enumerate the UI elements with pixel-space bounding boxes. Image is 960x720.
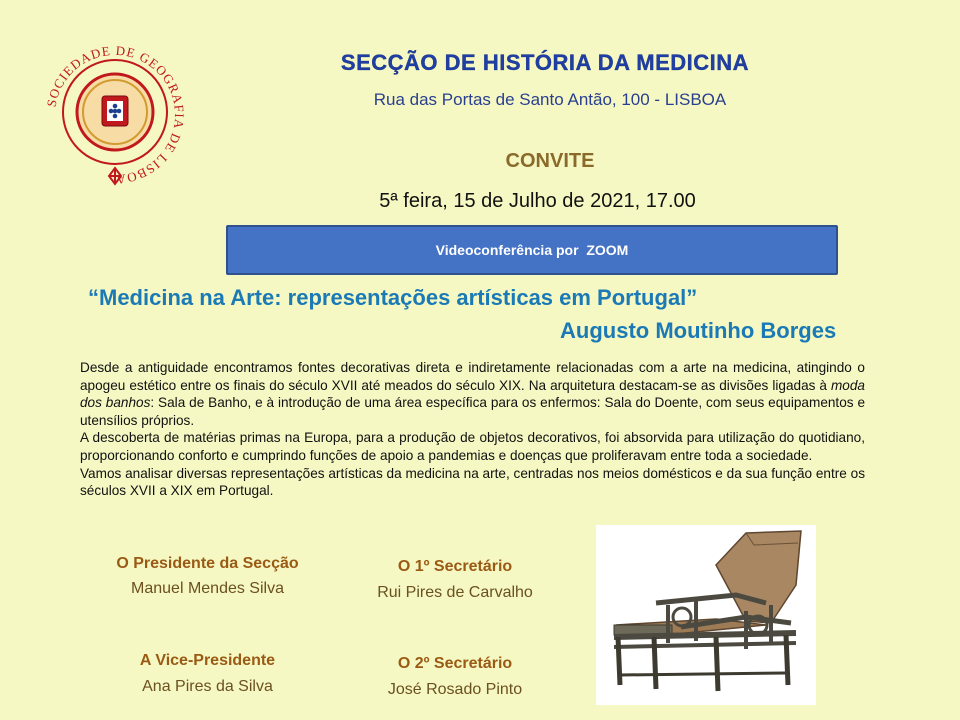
signatory-name: José Rosado Pinto xyxy=(387,681,523,698)
signatory-name: Rui Pires de Carvalho xyxy=(377,584,533,601)
section-title: SECÇÃO DE HISTÓRIA DA MEDICINA xyxy=(340,50,750,75)
paragraph-1: Desde a antiguidade encontramos fontes decorativas direta e indiretamente relacionadas com a arte na medicina, atingindo o apogeu estético entre os finais do século XVII até meados do século XIX. Na arquitetura destacam-se as divisões ligadas à moda dos banhos: Sala de Banho, e à introdução de uma área específica para os enfermos: Sala do Doente, com seus equipamentos e utensílios próprios. xyxy=(80,360,866,428)
signatory-name: Manuel Mendes Silva xyxy=(131,580,284,597)
speaker-name: Augusto Moutinho Borges xyxy=(560,318,837,343)
event-datetime: 5ª feira, 15 de Julho de 2021, 17.00 xyxy=(379,190,696,212)
videoconference-banner xyxy=(226,225,838,275)
seal-outer-text: SOCIEDADE DE GEOGRAFIA DE LISBOA xyxy=(43,42,188,188)
paragraph-2: A descoberta de matérias primas na Europa, para a produção de objetos decorativos, foi absorvida para utilização do quotidiano, proporcionando conforto e cumprindo funções de apoio a pandemias e doenças que proliferavam entre toda a sociedade. xyxy=(80,430,865,463)
antique-reclining-chair-photo xyxy=(596,525,816,705)
society-seal-logo xyxy=(40,40,190,190)
invite-heading: CONVITE xyxy=(505,150,595,172)
lecture-title: “Medicina na Arte: representações artísticas em Portugal” xyxy=(88,285,698,310)
signatory-name: Ana Pires da Silva xyxy=(142,678,273,695)
lecture-description xyxy=(80,359,865,500)
paragraph-3: Vamos analisar diversas representações artísticas da medicina na arte, centradas nos meios domésticos e da sua função entre os séculos XVII a XIX em Portugal. xyxy=(80,465,865,499)
signatory-role: O Presidente da Secção xyxy=(116,555,299,572)
signatory-role: A Vice-Presidente xyxy=(139,652,276,669)
signatory-role: O 2º Secretário xyxy=(397,655,513,672)
videoconference-label: Videoconferência por ZOOM xyxy=(435,242,629,258)
section-address: Rua das Portas de Santo Antão, 100 - LISBOA xyxy=(373,90,727,109)
signatory-role: O 1º Secretário xyxy=(397,558,513,575)
